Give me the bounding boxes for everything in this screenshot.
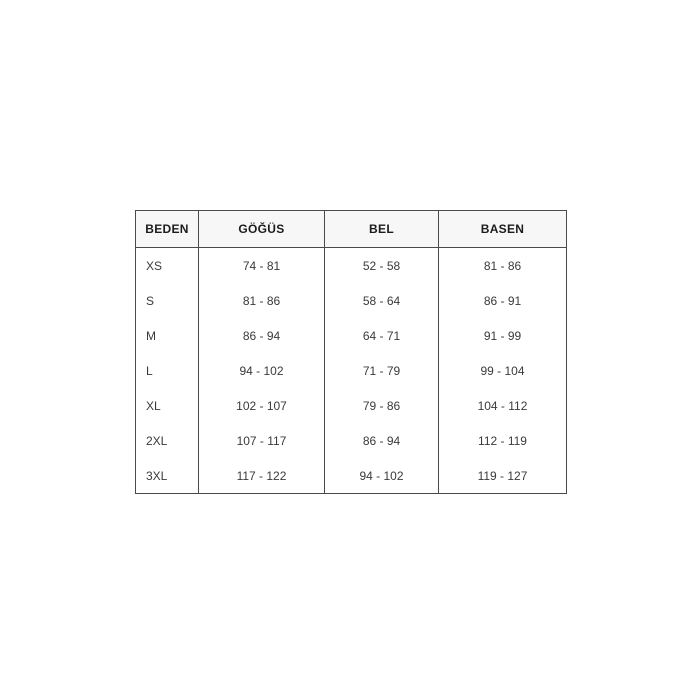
size-label: XS xyxy=(136,248,199,284)
column-header-basen: BASEN xyxy=(439,211,567,248)
measurement-value: 107 - 117 xyxy=(199,423,325,458)
measurement-value: 71 - 79 xyxy=(325,353,439,388)
measurement-value: 52 - 58 xyxy=(325,248,439,284)
table-row xyxy=(136,388,567,423)
size-label: 2XL xyxy=(136,423,199,458)
column-header-göğüs: GÖĞÜS xyxy=(199,211,325,248)
measurement-value: 64 - 71 xyxy=(325,318,439,353)
table-row xyxy=(136,353,567,388)
measurement-value: 104 - 112 xyxy=(439,388,567,423)
size-label: M xyxy=(136,318,199,353)
measurement-value: 91 - 99 xyxy=(439,318,567,353)
size-chart xyxy=(135,210,567,494)
size-chart-header xyxy=(136,211,567,248)
size-chart-table xyxy=(135,210,567,494)
table-row xyxy=(136,248,567,284)
measurement-value: 79 - 86 xyxy=(325,388,439,423)
size-chart-header-row xyxy=(136,211,567,248)
size-label: S xyxy=(136,283,199,318)
table-row xyxy=(136,318,567,353)
column-header-beden: BEDEN xyxy=(136,211,199,248)
measurement-value: 58 - 64 xyxy=(325,283,439,318)
size-label: XL xyxy=(136,388,199,423)
table-row xyxy=(136,458,567,494)
measurement-value: 94 - 102 xyxy=(199,353,325,388)
measurement-value: 81 - 86 xyxy=(199,283,325,318)
measurement-value: 119 - 127 xyxy=(439,458,567,494)
size-chart-body xyxy=(136,248,567,494)
measurement-value: 94 - 102 xyxy=(325,458,439,494)
size-label: 3XL xyxy=(136,458,199,494)
column-header-bel: BEL xyxy=(325,211,439,248)
size-label: L xyxy=(136,353,199,388)
measurement-value: 112 - 119 xyxy=(439,423,567,458)
measurement-value: 102 - 107 xyxy=(199,388,325,423)
measurement-value: 74 - 81 xyxy=(199,248,325,284)
table-row xyxy=(136,283,567,318)
measurement-value: 117 - 122 xyxy=(199,458,325,494)
measurement-value: 86 - 91 xyxy=(439,283,567,318)
measurement-value: 86 - 94 xyxy=(325,423,439,458)
table-row xyxy=(136,423,567,458)
measurement-value: 81 - 86 xyxy=(439,248,567,284)
measurement-value: 86 - 94 xyxy=(199,318,325,353)
measurement-value: 99 - 104 xyxy=(439,353,567,388)
